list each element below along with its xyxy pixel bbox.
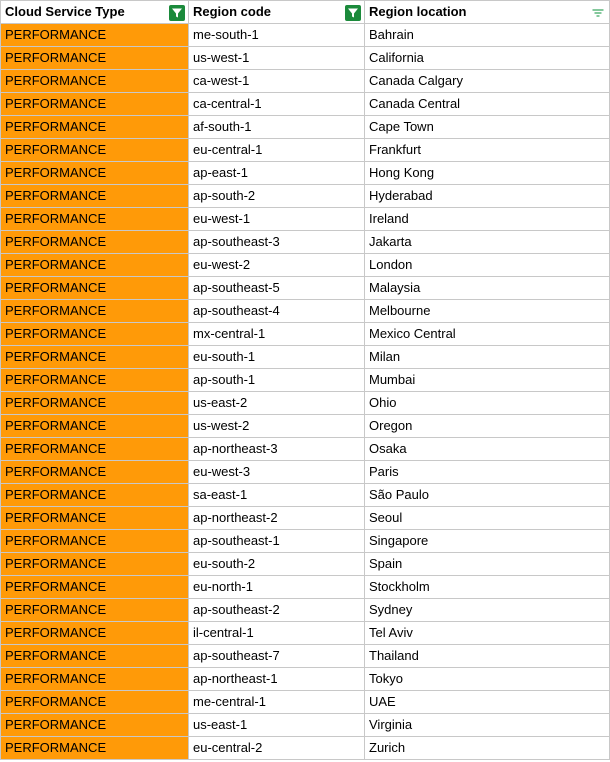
cell-cloud-service-type[interactable]: PERFORMANCE: [1, 323, 189, 346]
table-row: [1, 714, 610, 737]
filter-active-icon[interactable]: [169, 5, 185, 21]
table-row: [1, 737, 610, 760]
cell-region-code[interactable]: ap-southeast-5: [189, 277, 365, 300]
cell-region-code[interactable]: us-east-1: [189, 714, 365, 737]
cell-region-code[interactable]: ca-west-1: [189, 70, 365, 93]
cell-cloud-service-type[interactable]: PERFORMANCE: [1, 116, 189, 139]
cell-region-location[interactable]: Singapore: [365, 530, 610, 553]
cell-region-location[interactable]: Frankfurt: [365, 139, 610, 162]
cell-cloud-service-type[interactable]: PERFORMANCE: [1, 668, 189, 691]
header-label: Region location: [369, 4, 467, 19]
cell-cloud-service-type[interactable]: PERFORMANCE: [1, 553, 189, 576]
cell-region-location[interactable]: Virginia: [365, 714, 610, 737]
cell-cloud-service-type[interactable]: PERFORMANCE: [1, 231, 189, 254]
header-cloud-service-type[interactable]: [1, 1, 189, 24]
cell-region-location[interactable]: California: [365, 47, 610, 70]
cell-region-code[interactable]: ca-central-1: [189, 93, 365, 116]
cell-region-location[interactable]: Jakarta: [365, 231, 610, 254]
cell-region-code[interactable]: ap-southeast-1: [189, 530, 365, 553]
cell-region-location[interactable]: Ireland: [365, 208, 610, 231]
cell-cloud-service-type[interactable]: PERFORMANCE: [1, 185, 189, 208]
cell-region-code[interactable]: eu-south-2: [189, 553, 365, 576]
cell-cloud-service-type[interactable]: PERFORMANCE: [1, 484, 189, 507]
filter-active-icon[interactable]: [345, 5, 361, 21]
table-row: [1, 162, 610, 185]
table-row: [1, 254, 610, 277]
table-row: [1, 24, 610, 47]
cell-region-location[interactable]: Seoul: [365, 507, 610, 530]
table-row: [1, 415, 610, 438]
cell-region-code[interactable]: eu-west-2: [189, 254, 365, 277]
filter-dropdown-icon[interactable]: [590, 5, 606, 21]
cell-region-location[interactable]: Ohio: [365, 392, 610, 415]
cell-region-location[interactable]: São Paulo: [365, 484, 610, 507]
cell-region-location[interactable]: Paris: [365, 461, 610, 484]
cell-region-code[interactable]: ap-northeast-1: [189, 668, 365, 691]
cell-region-code[interactable]: af-south-1: [189, 116, 365, 139]
cell-region-location[interactable]: Sydney: [365, 599, 610, 622]
cell-region-code[interactable]: ap-southeast-3: [189, 231, 365, 254]
cell-cloud-service-type[interactable]: PERFORMANCE: [1, 70, 189, 93]
cell-region-location[interactable]: Tokyo: [365, 668, 610, 691]
cell-cloud-service-type[interactable]: PERFORMANCE: [1, 530, 189, 553]
cell-region-location[interactable]: Spain: [365, 553, 610, 576]
cell-cloud-service-type[interactable]: PERFORMANCE: [1, 622, 189, 645]
table-row: [1, 576, 610, 599]
header-label: Cloud Service Type: [5, 4, 125, 19]
cell-region-code[interactable]: eu-west-3: [189, 461, 365, 484]
table-row: [1, 599, 610, 622]
table-row: [1, 553, 610, 576]
cell-region-code[interactable]: eu-south-1: [189, 346, 365, 369]
cell-region-code[interactable]: ap-northeast-3: [189, 438, 365, 461]
table-row: [1, 93, 610, 116]
cell-cloud-service-type[interactable]: PERFORMANCE: [1, 346, 189, 369]
cell-region-code[interactable]: ap-south-2: [189, 185, 365, 208]
cell-region-location[interactable]: Canada Central: [365, 93, 610, 116]
cell-cloud-service-type[interactable]: PERFORMANCE: [1, 47, 189, 70]
cell-region-location[interactable]: Mumbai: [365, 369, 610, 392]
table-row: [1, 507, 610, 530]
header-row: [1, 1, 610, 24]
cell-cloud-service-type[interactable]: PERFORMANCE: [1, 254, 189, 277]
cell-cloud-service-type[interactable]: PERFORMANCE: [1, 576, 189, 599]
table-row: [1, 208, 610, 231]
table-row: [1, 323, 610, 346]
cell-region-location[interactable]: Mexico Central: [365, 323, 610, 346]
cell-region-code[interactable]: il-central-1: [189, 622, 365, 645]
table-row: [1, 530, 610, 553]
cell-region-code[interactable]: ap-northeast-2: [189, 507, 365, 530]
cell-cloud-service-type[interactable]: PERFORMANCE: [1, 691, 189, 714]
cell-region-location[interactable]: Thailand: [365, 645, 610, 668]
table-row: [1, 70, 610, 93]
cell-region-location[interactable]: Zurich: [365, 737, 610, 760]
cell-region-code[interactable]: eu-west-1: [189, 208, 365, 231]
cell-region-code[interactable]: ap-southeast-4: [189, 300, 365, 323]
cell-region-code[interactable]: us-west-2: [189, 415, 365, 438]
table-row: [1, 185, 610, 208]
cell-region-location[interactable]: Canada Calgary: [365, 70, 610, 93]
cell-region-code[interactable]: eu-central-2: [189, 737, 365, 760]
table-row: [1, 392, 610, 415]
cell-region-code[interactable]: ap-southeast-7: [189, 645, 365, 668]
cell-region-location[interactable]: UAE: [365, 691, 610, 714]
table-row: [1, 484, 610, 507]
cell-cloud-service-type[interactable]: PERFORMANCE: [1, 461, 189, 484]
cell-region-code[interactable]: us-west-1: [189, 47, 365, 70]
table-row: [1, 622, 610, 645]
cell-cloud-service-type[interactable]: PERFORMANCE: [1, 507, 189, 530]
cell-cloud-service-type[interactable]: PERFORMANCE: [1, 139, 189, 162]
cell-region-location[interactable]: Osaka: [365, 438, 610, 461]
cell-region-location[interactable]: Hong Kong: [365, 162, 610, 185]
cell-cloud-service-type[interactable]: PERFORMANCE: [1, 369, 189, 392]
cell-cloud-service-type[interactable]: PERFORMANCE: [1, 645, 189, 668]
cell-region-code[interactable]: eu-central-1: [189, 139, 365, 162]
cell-region-code[interactable]: eu-north-1: [189, 576, 365, 599]
cell-cloud-service-type[interactable]: PERFORMANCE: [1, 392, 189, 415]
cell-cloud-service-type[interactable]: PERFORMANCE: [1, 300, 189, 323]
table-row: [1, 438, 610, 461]
cell-cloud-service-type[interactable]: PERFORMANCE: [1, 277, 189, 300]
table-row: [1, 461, 610, 484]
table-body: [1, 24, 610, 760]
table-row: [1, 346, 610, 369]
cell-region-code[interactable]: sa-east-1: [189, 484, 365, 507]
cell-region-code[interactable]: me-central-1: [189, 691, 365, 714]
cell-region-location[interactable]: Bahrain: [365, 24, 610, 47]
table-row: [1, 668, 610, 691]
cell-region-code[interactable]: me-south-1: [189, 24, 365, 47]
cell-region-location[interactable]: Malaysia: [365, 277, 610, 300]
table-row: [1, 231, 610, 254]
cell-region-location[interactable]: London: [365, 254, 610, 277]
table-row: [1, 645, 610, 668]
cell-cloud-service-type[interactable]: PERFORMANCE: [1, 93, 189, 116]
cell-region-location[interactable]: Hyderabad: [365, 185, 610, 208]
cell-region-code[interactable]: mx-central-1: [189, 323, 365, 346]
cell-region-location[interactable]: Milan: [365, 346, 610, 369]
cell-cloud-service-type[interactable]: PERFORMANCE: [1, 438, 189, 461]
table-row: [1, 139, 610, 162]
table-row: [1, 369, 610, 392]
header-region-code[interactable]: [189, 1, 365, 24]
table-row: [1, 47, 610, 70]
cell-region-code[interactable]: ap-east-1: [189, 162, 365, 185]
cell-region-location[interactable]: Tel Aviv: [365, 622, 610, 645]
cell-region-location[interactable]: Oregon: [365, 415, 610, 438]
table-row: [1, 277, 610, 300]
table-row: [1, 300, 610, 323]
cell-cloud-service-type[interactable]: PERFORMANCE: [1, 599, 189, 622]
cell-cloud-service-type[interactable]: PERFORMANCE: [1, 415, 189, 438]
cell-region-code[interactable]: ap-south-1: [189, 369, 365, 392]
table-row: [1, 691, 610, 714]
cell-cloud-service-type[interactable]: PERFORMANCE: [1, 737, 189, 760]
cell-region-location[interactable]: Melbourne: [365, 300, 610, 323]
header-region-location[interactable]: [365, 1, 610, 24]
cell-region-code[interactable]: ap-southeast-2: [189, 599, 365, 622]
cell-cloud-service-type[interactable]: PERFORMANCE: [1, 24, 189, 47]
cell-cloud-service-type[interactable]: PERFORMANCE: [1, 208, 189, 231]
cell-cloud-service-type[interactable]: PERFORMANCE: [1, 162, 189, 185]
table-row: [1, 116, 610, 139]
cell-region-code[interactable]: us-east-2: [189, 392, 365, 415]
cell-region-location[interactable]: Cape Town: [365, 116, 610, 139]
cell-region-location[interactable]: Stockholm: [365, 576, 610, 599]
header-label: Region code: [193, 4, 272, 19]
cell-cloud-service-type[interactable]: PERFORMANCE: [1, 714, 189, 737]
